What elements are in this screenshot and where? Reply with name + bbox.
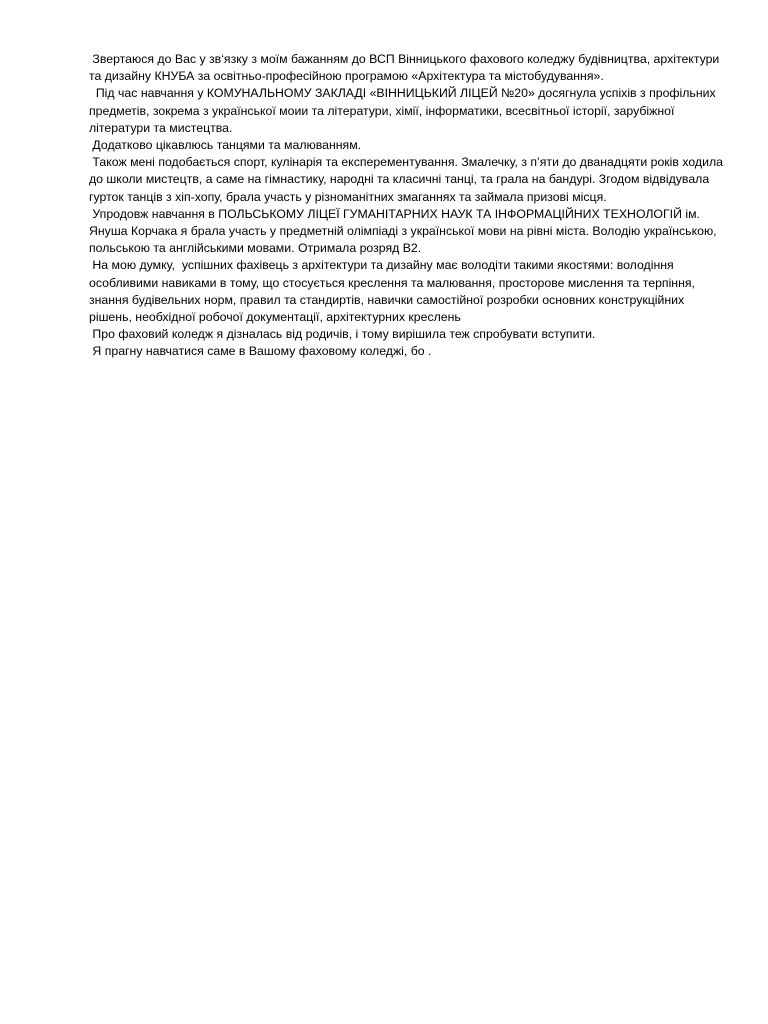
letter-body: [89, 51, 728, 361]
paragraph-intro: Звертаюся до Вас у зв‘язку з моїм бажанням до ВСП Вінницького фахового коледжу будівництва, архітектури та дизайну КНУБА за освітньо-професійною програмою «Архітектура та містобудування».: [89, 52, 723, 84]
paragraph-lyceum-20: Під час навчання у КОМУНАЛЬНОМУ ЗАКЛАДІ «ВІННИЦЬКИЙ ЛІЦЕЙ №20» досягнула успіхів з профільних предметів, зокрема з української моии та літератури, хімії, інформатики, всесвітньої історії, зарубіжної літератури та мистецтва.: [89, 86, 720, 135]
paragraph-qualities: На мою думку, успішних фахівець з архітектури та дизайну має володіти такими якостями: володіння особливими навиками в тому, що стосується креслення та малювання, просторове мислення та терпіння, знання будівельних норм, правил та стандиртів, навички самостійної розробки основних конструкційних рішень, необхідної робочої документації, архітектурних креслень: [89, 258, 699, 325]
paragraph-source: Про фаховий коледж я дізналась від родичів, і тому вирішила теж спробувати вступити.: [89, 327, 596, 342]
paragraph-motivation: Я прагну навчатися саме в Вашому фаховому коледжі, бо .: [89, 344, 432, 359]
paragraph-hobbies: Додатково цікавлюсь танцями та малюванням.: [89, 138, 362, 153]
paragraph-polish-lyceum: Упродовж навчання в ПОЛЬСЬКОМУ ЛІЦЕЇ ГУМАНІТАРНИХ НАУК ТА ІНФОРМАЦІЙНИХ ТЕХНОЛОГІЙ ім. Януша Корчака я брала участь у предметній олімпіаді з української мови на рівні міста. Володію українською, польською та англійськими мовами. Отримала розряд В2.: [89, 206, 721, 256]
paragraph-sport-arts: Також мені подобається спорт, кулінарія та експерементування. Змалечку, з п’яти до дванадцяти років ходила до школи мистецтв, а саме на гімнастику, народні та класичні танці, та грала на бандурі. Згодом відвідувала гурток танців з хіп-хопу, брала участь у різноманітних змаганнях та займала призові місця.: [89, 155, 727, 204]
